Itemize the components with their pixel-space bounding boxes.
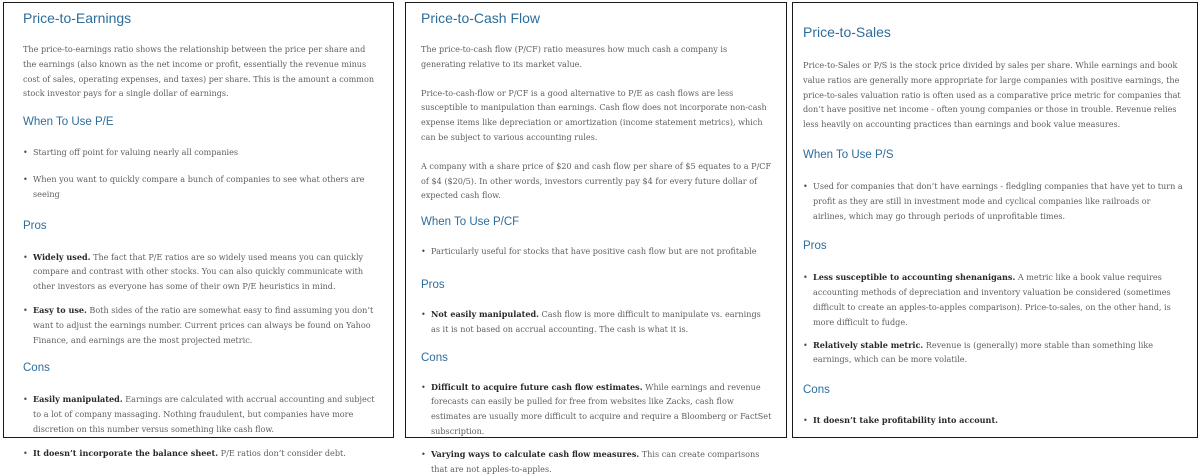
section-heading-cons: Cons [803,384,830,397]
list-item [23,250,377,294]
list-item [23,303,377,347]
item-text: Both sides of the ratio are somewhat easy to find assuming you don’t want to adjust the earnings number. Current prices can always be found on Yahoo Finance, and earnings are the most projected metric. [33,304,374,345]
list-item [421,447,772,476]
section-heading-pros: Pros [803,240,827,253]
pros-list [803,270,1183,367]
list-item: • When you want to quickly compare a bunch of companies to see what others are seeing [23,172,377,202]
list-item [421,380,772,439]
item-lead: Less susceptible to accounting shenanigans. [813,272,1016,283]
item-text: Revenue is (generally) more stable than something like earnings, which can be more volatile. [813,339,1154,365]
item-lead: Difficult to acquire future cash flow estimates. [431,381,643,392]
list-item [803,413,1183,428]
panel-price-to-cash-flow [405,2,787,474]
panel-title: Price-to-Sales [803,24,891,40]
paragraph: A company with a share price of $20 and cash flow per share of $5 equates to a P/CF of $4 ($20/5). In other words, investors currently pay $4 for every future dollar of expected cash flow. [421,160,772,201]
section-heading-when: When To Use P/CF [421,216,520,229]
item-text: Cash flow is more difficult to manipulate vs. earnings as it is not based on accrual accounting. The cash is what it is. [431,308,761,334]
item-text: This can create comparisons that are not apples-to-apples. [431,448,760,474]
list-item: • Particularly useful for stocks that have positive cash flow but are not profitable [421,244,772,259]
cons-list [23,392,377,460]
section-heading-pros: Pros [421,278,445,291]
panel-title: Price-to-Earnings [23,10,132,26]
list-item [803,338,1183,368]
paragraph: The price-to-cash flow (P/CF) ratio measures how much cash a company is generating relative to its market value. [421,44,728,69]
section-heading-cons: Cons [23,362,50,375]
intro-paragraph: Price-to-Sales or P/S is the stock price divided by sales per share. While earnings and book value ratios are generally more appropriate for large companies with positive earnings, the price-to-sales valuation ratio is often used as a comparative price metric for companies that don’t have positive net income - often young companies or those in trouble. Revenue relies less heavily on accounting practices than earnings and book value measures. [803,60,1181,130]
section-heading-when: When To Use P/S [803,148,894,161]
cons-list [803,413,1183,428]
pros-list [23,250,377,348]
panel-price-to-sales [792,2,1198,438]
item-lead: Easily manipulated. [33,394,123,405]
item-lead: Varying ways to calculate cash flow measures. [431,448,640,459]
when-list [23,145,377,201]
item-text: The fact that P/E ratios are so widely used means you can quickly compare and contrast with other stocks. You can also quickly communicate with other investors as everyone has some of their own P/E heuristics in mind. [33,251,364,292]
item-lead: Widely used. [33,251,91,262]
item-text: A metric like a book value requires accounting methods of depreciation and inventory valuation be considered (sometimes difficult to create an apples-to-apples comparison). Price-to-sales, on the other hand, is more difficult to fudge. [813,272,1171,327]
list-item: • Starting off point for valuing nearly all companies [23,145,377,160]
panel-title: Price-to-Cash Flow [421,10,541,26]
section-heading-pros: Pros [23,219,47,232]
item-text: Earnings are calculated with accrual accounting and subject to a lot of company massaging. Nothing fraudulent, but companies have more discretion on this number versus something like cash flow. [33,394,375,434]
item-lead: It doesn’t take profitability into account. [813,415,998,426]
section-heading-cons: Cons [421,351,448,364]
list-item [23,392,377,436]
paragraph: Price-to-cash-flow or P/CF is a good alternative to P/E as cash flows are less susceptible to manipulation than earnings. Cash flow does not incorporate non-cash expense items like depreciation or amortization (income statement metrics), which can be subject to various accounting rules. [421,87,767,142]
section-heading-when: When To Use P/E [23,116,114,129]
when-list [421,244,772,259]
list-item: • Used for companies that don’t have earnings - fledgling companies that have yet to turn a profit as they are still in investment mode and cyclical companies like railroads or airlines, which may go through periods of unprofitable times. [803,179,1183,223]
item-lead: It doesn’t incorporate the balance sheet. [33,447,219,458]
item-lead: Easy to use. [33,304,87,315]
cons-list [421,380,772,476]
when-list [803,179,1183,223]
panel-price-to-earnings [3,2,394,458]
item-text: While earnings and revenue forecasts can easily be pulled for free from websites like Zacks, cash flow estimates are usually more difficult to acquire and require a Bloomberg or FactSet subscription. [431,381,772,436]
list-item [803,270,1183,329]
item-lead: Not easily manipulated. [431,308,539,319]
list-item [23,446,377,461]
item-text: P/E ratios don’t consider debt. [218,447,346,458]
item-lead: Relatively stable metric. [813,339,924,350]
intro-paragraph: The price-to-earnings ratio shows the relationship between the price per share and the earnings (also known as the net income or profit, essentially the revenue minus cost of sales, operating expenses, and taxes) per share. This is the amount a common stock investor pays for a single dollar of earnings. [23,44,375,99]
list-item [421,307,772,337]
pros-list [421,307,772,337]
